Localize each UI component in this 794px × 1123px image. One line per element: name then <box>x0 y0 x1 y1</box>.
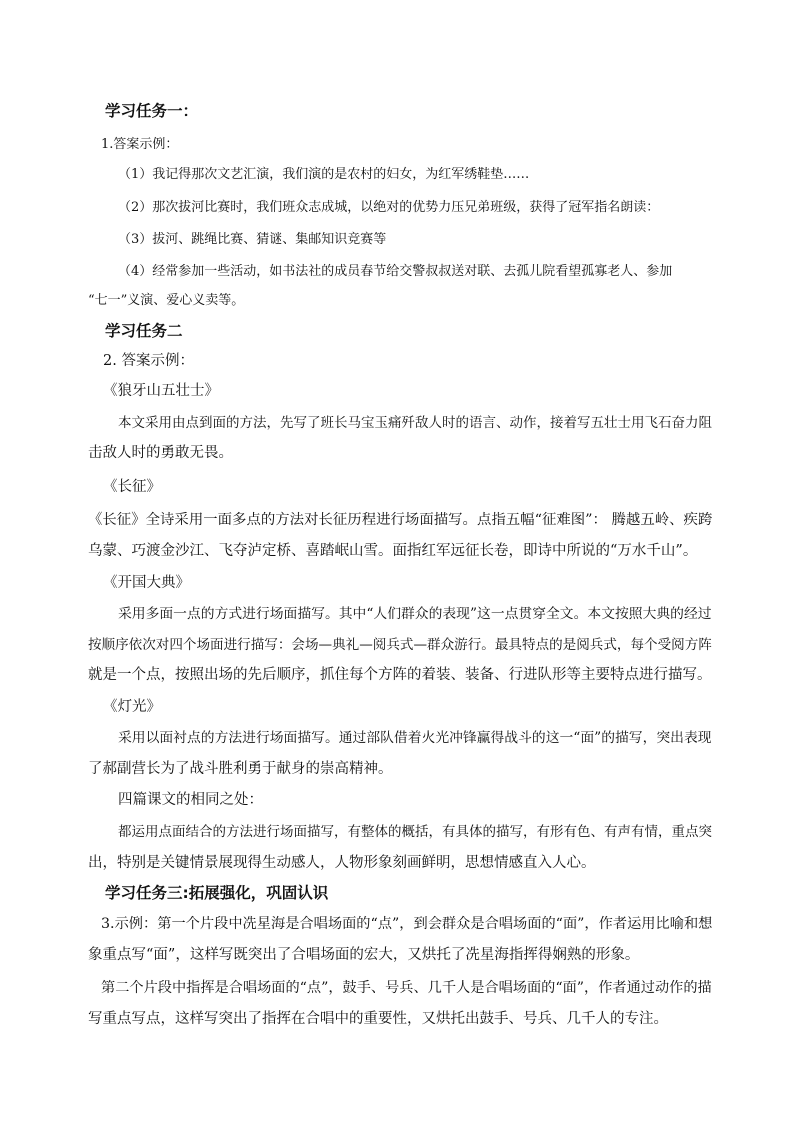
work-text-line: 《长征》全诗采用一面多点的方法对长征历程进行场面描写。点指五幅“征难图”： 腾越五岭、疾跨 <box>88 512 713 528</box>
task3-para2-line: 第二个片段中指挥是合唱场面的“点”，鼓手、号兵、几千人是合唱场面的“面”，作者通过动作的描 <box>101 980 712 996</box>
work-text-line: 了郝副营长为了战斗胜利勇于献身的崇高精神。 <box>88 761 393 777</box>
work-title-dengguang: 《灯光》 <box>103 699 161 715</box>
task2-intro: 2. 答案示例： <box>103 353 194 369</box>
task1-item-4-cont: “七一”义演、爱心义卖等。 <box>88 293 245 308</box>
work-text-line: 采用多面一点的方式进行场面描写。其中“人们群众的表现”这一点贯穿全文。本文按照大典的经过 <box>118 606 712 622</box>
work-text-line: 采用以面衬点的方法进行场面描写。通过部队借着火光冲锋赢得战斗的这一“面”的描写，突出表现 <box>118 730 712 746</box>
task1-heading: 学习任务一： <box>105 102 199 120</box>
work-text-line: 按顺序依次对四个场面进行描写：会场—典礼—阅兵式—群众游行。最具特点的是阅兵式，每个受阅方阵 <box>88 637 712 653</box>
task3-heading: 学习任务三:拓展强化，巩固认识 <box>105 884 329 902</box>
common-points-title: 四篇课文的相同之处： <box>118 792 263 808</box>
task1-item-4: （4）经常参加一些活动，如书法社的成员春节给交警叔叔送对联、去孤儿院看望孤寡老人、参加 <box>118 264 673 279</box>
common-points-line: 都运用点面结合的方法进行场面描写，有整体的概括，有具体的描写，有形有色、有声有情，重点突 <box>118 824 712 840</box>
work-title-changzheng: 《长征》 <box>103 479 161 495</box>
task1-intro: 1.答案示例： <box>101 137 179 152</box>
work-title-kaiguodadian: 《开国大典》 <box>103 575 190 591</box>
task3-para2-line: 写重点写点，这样写突出了指挥在合唱中的重要性，又烘托出鼓手、号兵、几千人的专注。 <box>88 1011 668 1027</box>
work-text-line: 击敌人时的勇敢无畏。 <box>88 445 233 461</box>
task1-item-3: （3）拔河、跳绳比赛、猜谜、集邮知识竞赛等 <box>118 232 387 247</box>
common-points-line: 出，特别是关键情景展现得生动感人，人物形象刻画鲜明，思想情感直入人心。 <box>88 855 596 871</box>
task1-item-2: （2）那次拔河比赛时，我们班众志成城，以绝对的优势力压兄弟班级，获得了冠军指名朗读： <box>118 200 660 215</box>
task3-para1-line: 象重点写“面”，这样写既突出了合唱场面的宏大，又烘托了冼星海指挥得娴熟的形象。 <box>88 947 640 963</box>
work-text-line: 乌蒙、巧渡金沙江、飞夺泸定桥、喜踏岷山雪。面指红军远征长卷，即诗中所说的“万水千山”。 <box>88 543 698 559</box>
work-title-langyashan: 《狼牙山五壮士》 <box>103 383 219 399</box>
work-text-line: 本文采用由点到面的方法，先写了班长马宝玉痛歼敌人时的语言、动作，接着写五壮士用飞石奋力阻 <box>118 415 712 431</box>
work-text-line: 就是一个点，按照出场的先后顺序，抓住每个方阵的着装、装备、行进队形等主要特点进行描写。 <box>88 667 712 683</box>
task1-item-1: （1）我记得那次文艺汇演，我们演的是农村的妇女，为红军绣鞋垫…… <box>118 167 530 182</box>
task3-para1-line: 3.示例：第一个片段中冼星海是合唱场面的“点”，到会群众是合唱场面的“面”，作者运用比喻和想 <box>101 916 713 932</box>
task2-heading: 学习任务二 <box>105 322 183 340</box>
